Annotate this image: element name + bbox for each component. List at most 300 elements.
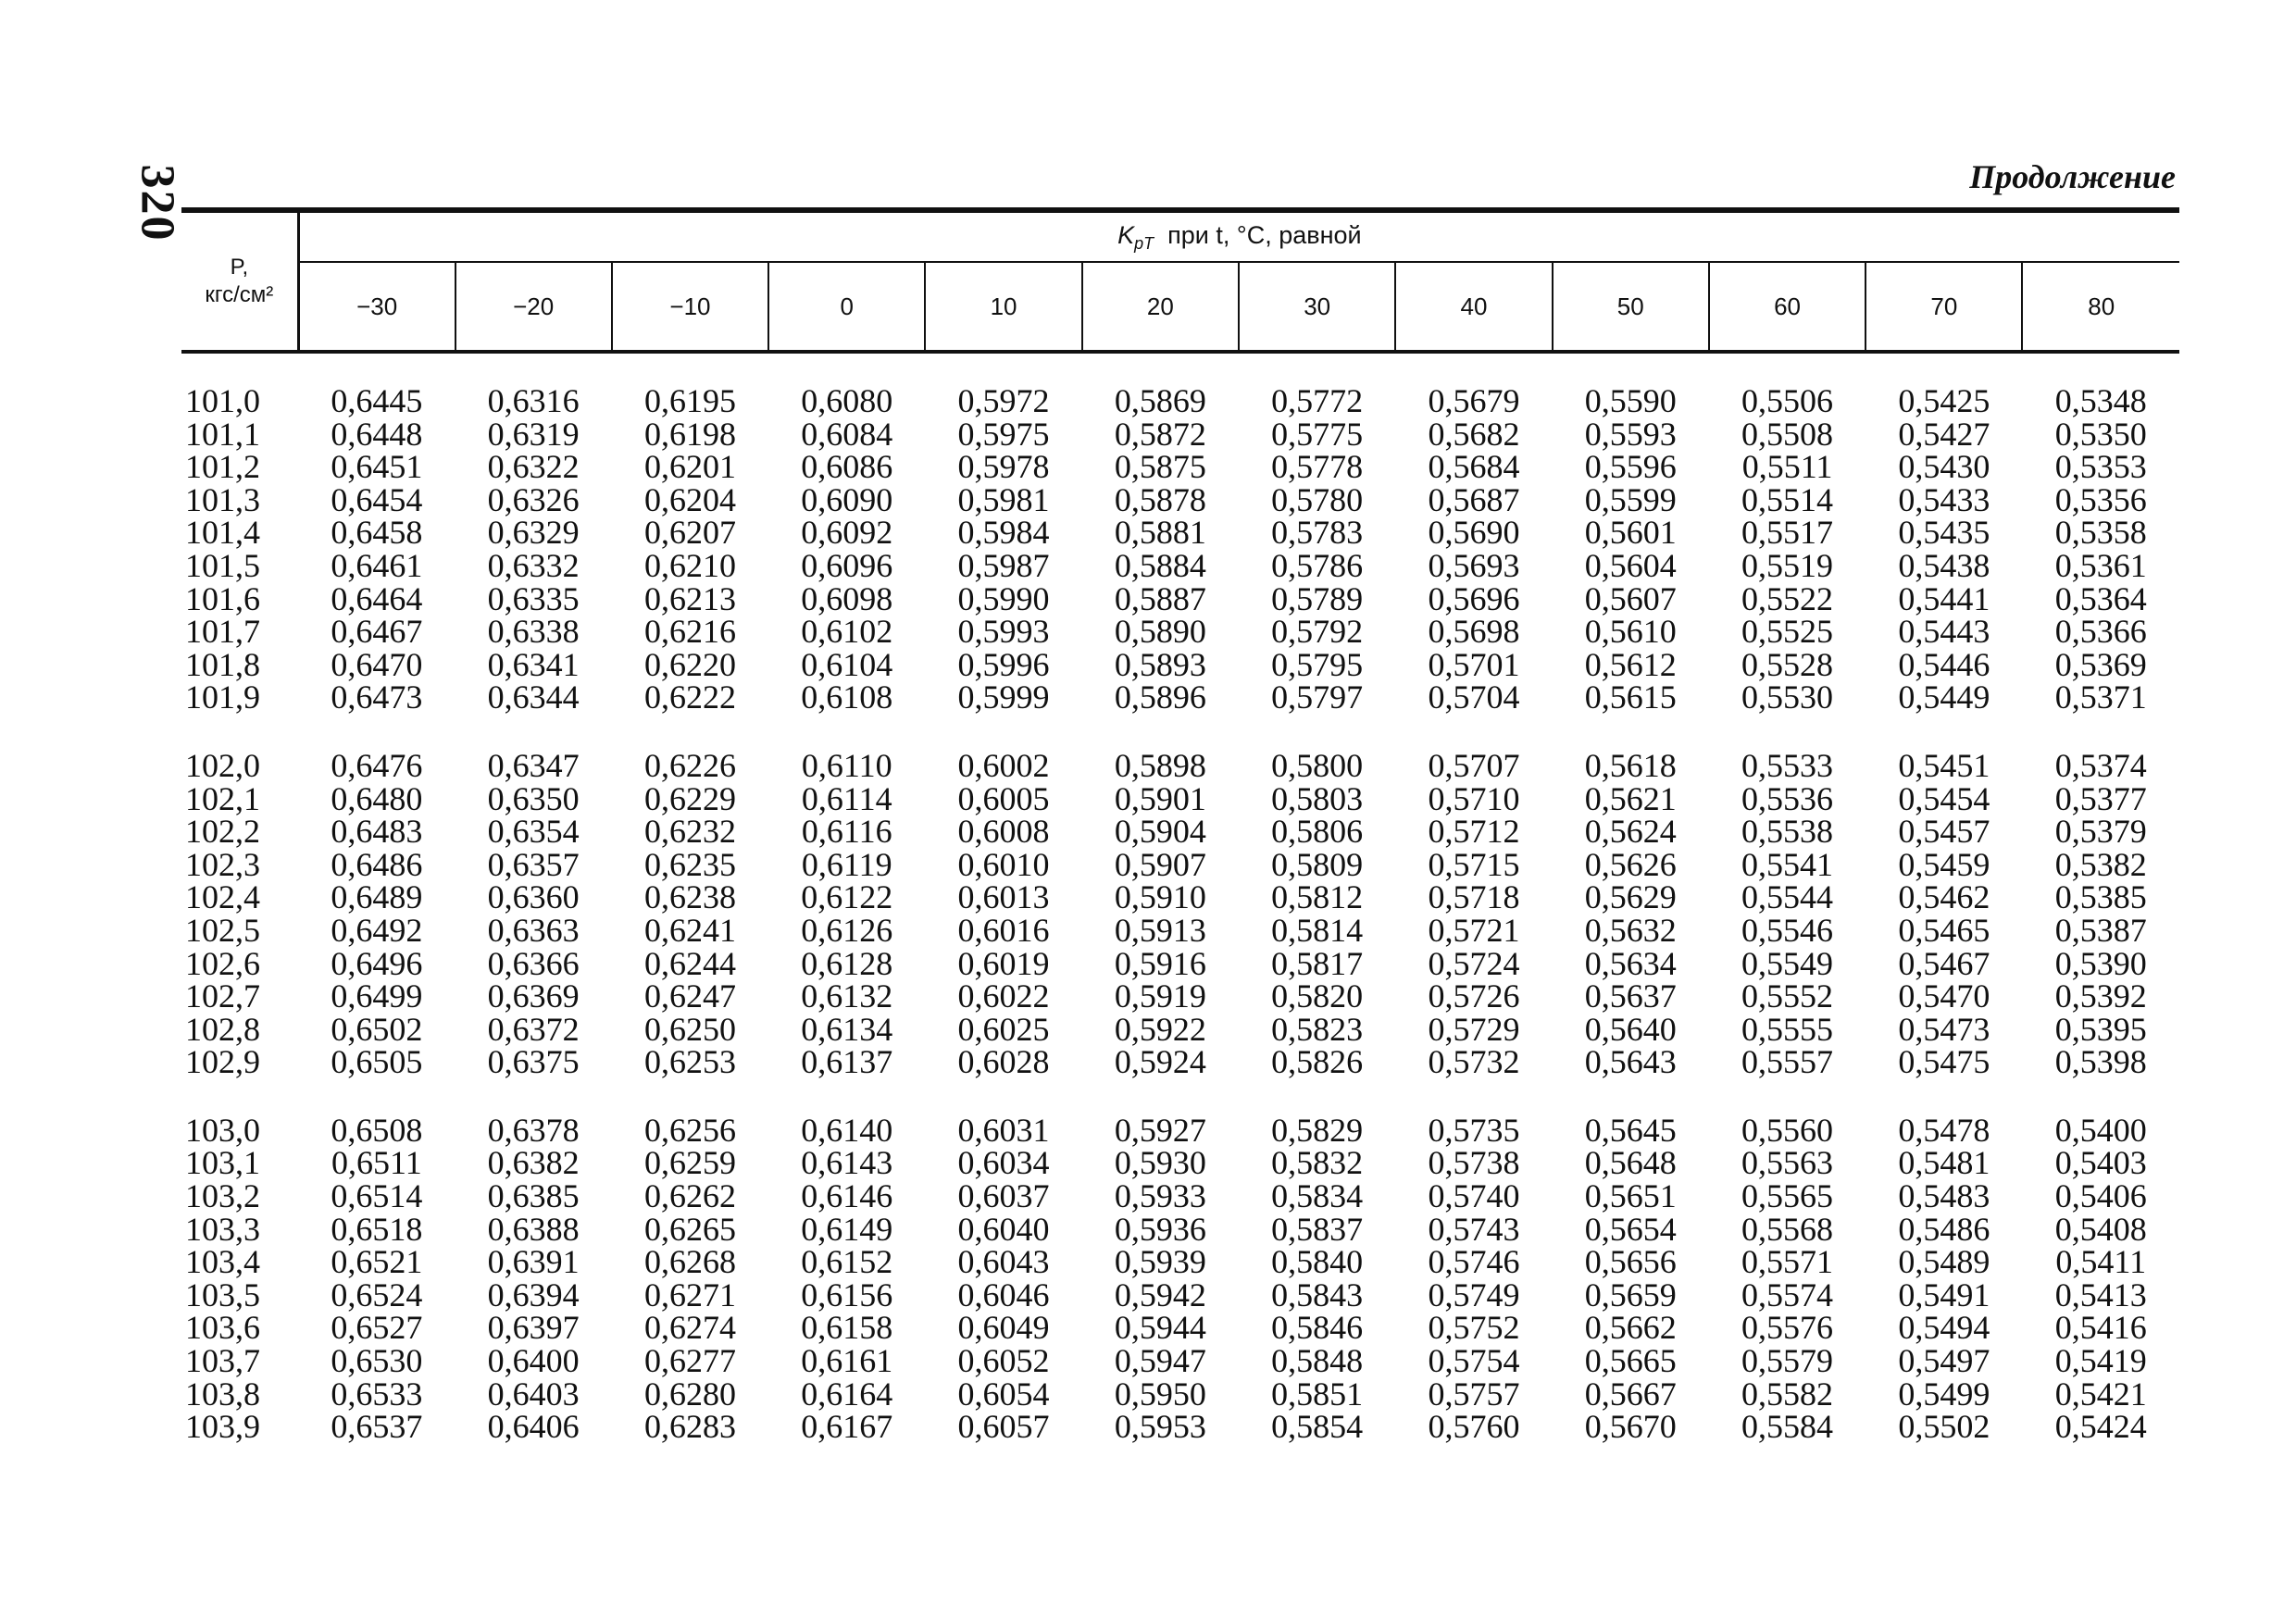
coefficient-cell: 0,5851 — [1271, 1375, 1364, 1413]
coefficient-cell: 0,6533 — [331, 1375, 423, 1413]
coefficient-cell: 0,6464 — [331, 579, 423, 617]
coefficient-cell: 0,5999 — [957, 678, 1050, 716]
coefficient-cell: 0,6461 — [331, 546, 423, 584]
coefficient-cell: 0,6134 — [801, 1010, 893, 1048]
coefficient-cell: 0,6108 — [801, 678, 893, 716]
temperature-header: −20 — [455, 262, 612, 352]
coefficient-cell: 0,5939 — [1114, 1243, 1206, 1281]
coefficient-cell: 0,6096 — [801, 546, 893, 584]
coefficient-cell: 0,6057 — [957, 1408, 1050, 1446]
coefficient-cell: 0,6397 — [487, 1309, 580, 1347]
coefficient-header — [298, 210, 2179, 262]
coefficient-cell: 0,6201 — [643, 448, 736, 486]
coefficient-cell: 0,6010 — [957, 845, 1050, 883]
pressure-cell: 103,6 — [185, 1309, 260, 1347]
coefficient-cell: 0,5443 — [1898, 613, 1990, 651]
coefficient-cell: 0,5806 — [1271, 813, 1364, 851]
pressure-cell: 101,7 — [185, 613, 260, 651]
coefficient-cell: 0,5541 — [1741, 845, 1834, 883]
coefficient-cell: 0,5684 — [1428, 448, 1520, 486]
coefficient-cell: 0,6326 — [487, 480, 580, 518]
group-spacer — [181, 352, 2179, 385]
data-table-container — [181, 207, 2179, 1444]
coefficient-cell: 0,5579 — [1741, 1342, 1834, 1380]
coefficient-cell: 0,5812 — [1271, 878, 1364, 916]
coefficient-cell: 0,6403 — [487, 1375, 580, 1413]
coefficient-cell: 0,6341 — [487, 645, 580, 683]
coefficient-cell: 0,6040 — [957, 1210, 1050, 1248]
coefficient-cell: 0,5947 — [1114, 1342, 1206, 1380]
coefficient-cell: 0,5499 — [1898, 1375, 1990, 1413]
table-row — [181, 1411, 2179, 1444]
coefficient-cell: 0,5834 — [1271, 1177, 1364, 1215]
coefficient-cell: 0,6518 — [331, 1210, 423, 1248]
coefficient-cell: 0,5618 — [1584, 746, 1677, 784]
table-row — [181, 451, 2179, 484]
coefficient-cell: 0,6132 — [801, 977, 893, 1015]
coefficient-cell: 0,5933 — [1114, 1177, 1206, 1215]
coefficient-cell: 0,5735 — [1428, 1111, 1520, 1149]
coefficient-cell: 0,6388 — [487, 1210, 580, 1248]
table-row — [181, 1378, 2179, 1412]
coefficient-cell: 0,6207 — [643, 514, 736, 552]
coefficient-cell: 0,6164 — [801, 1375, 893, 1413]
coefficient-cell: 0,5904 — [1114, 813, 1206, 851]
coefficient-cell: 0,6274 — [643, 1309, 736, 1347]
coefficient-cell: 0,5846 — [1271, 1309, 1364, 1347]
coefficient-cell: 0,6530 — [331, 1342, 423, 1380]
table-row — [181, 849, 2179, 882]
coefficient-cell: 0,6116 — [801, 813, 892, 851]
coefficient-cell: 0,5629 — [1584, 878, 1677, 916]
coefficient-cell: 0,6505 — [331, 1043, 423, 1081]
coefficient-cell: 0,5662 — [1584, 1309, 1677, 1347]
coefficient-cell: 0,5789 — [1271, 579, 1364, 617]
coefficient-cell: 0,5927 — [1114, 1111, 1206, 1149]
coefficient-cell: 0,6382 — [487, 1144, 580, 1182]
table-row — [181, 750, 2179, 783]
coefficient-cell: 0,5854 — [1271, 1408, 1364, 1446]
coefficient-cell: 0,5829 — [1271, 1111, 1364, 1149]
coefficient-cell: 0,5549 — [1741, 944, 1834, 982]
coefficient-cell: 0,6005 — [957, 779, 1050, 817]
pressure-cell: 102,2 — [185, 813, 260, 851]
coefficient-cell: 0,6499 — [331, 977, 423, 1015]
coefficient-cell: 0,5950 — [1114, 1375, 1206, 1413]
coefficient-cell: 0,5826 — [1271, 1043, 1364, 1081]
coefficient-cell: 0,5990 — [957, 579, 1050, 617]
coefficient-cell: 0,6140 — [801, 1111, 893, 1149]
coefficient-cell: 0,5869 — [1114, 382, 1206, 419]
pressure-cell: 101,2 — [185, 448, 260, 486]
group-spacer — [181, 1079, 2179, 1114]
table-row — [181, 385, 2179, 418]
coefficient-cell: 0,5536 — [1741, 779, 1834, 817]
coefficient-cell: 0,5441 — [1898, 579, 1990, 617]
temperature-header: −30 — [298, 262, 455, 352]
coefficient-cell: 0,6347 — [487, 746, 580, 784]
coefficient-cell: 0,5390 — [2054, 944, 2147, 982]
coefficient-cell: 0,5557 — [1741, 1043, 1834, 1081]
coefficient-cell: 0,5916 — [1114, 944, 1206, 982]
coefficient-cell: 0,6280 — [643, 1375, 736, 1413]
table-row — [181, 1214, 2179, 1247]
coefficient-cell: 0,6244 — [643, 944, 736, 982]
pressure-cell: 103,2 — [185, 1177, 260, 1215]
coefficient-cell: 0,5667 — [1584, 1375, 1677, 1413]
coefficient-cell: 0,5454 — [1898, 779, 1990, 817]
header-row-top — [181, 210, 2179, 262]
coefficient-cell: 0,5987 — [957, 546, 1050, 584]
coefficient-cell: 0,5913 — [1114, 911, 1206, 949]
temperature-header: 10 — [925, 262, 1081, 352]
coefficient-cell: 0,5590 — [1584, 382, 1677, 419]
pressure-cell: 101,1 — [185, 415, 260, 453]
coefficient-cell: 0,5546 — [1741, 911, 1834, 949]
coefficient-cell: 0,5840 — [1271, 1243, 1364, 1281]
coefficient-cell: 0,5565 — [1741, 1177, 1834, 1215]
coefficient-cell: 0,5596 — [1584, 448, 1677, 486]
coefficient-cell: 0,5366 — [2054, 613, 2147, 651]
coefficient-cell: 0,6022 — [957, 977, 1050, 1015]
coefficient-cell: 0,5361 — [2054, 546, 2147, 584]
coefficient-cell: 0,6335 — [487, 579, 580, 617]
coefficient-cell: 0,5435 — [1898, 514, 1990, 552]
coefficient-cell: 0,6511 — [331, 1144, 422, 1182]
coefficient-cell: 0,6259 — [643, 1144, 736, 1182]
coefficient-cell: 0,6329 — [487, 514, 580, 552]
coefficient-subscript: pT — [1134, 233, 1154, 253]
coefficient-cell: 0,5538 — [1741, 813, 1834, 851]
coefficient-cell: 0,6102 — [801, 613, 893, 651]
coefficient-cell: 0,5710 — [1428, 779, 1520, 817]
coefficient-cell: 0,5942 — [1114, 1276, 1206, 1313]
coefficient-cell: 0,6366 — [487, 944, 580, 982]
coefficient-cell: 0,5679 — [1428, 382, 1520, 419]
coefficient-cell: 0,6013 — [957, 878, 1050, 916]
coefficient-cell: 0,5843 — [1271, 1276, 1364, 1313]
coefficient-cell: 0,5823 — [1271, 1010, 1364, 1048]
coefficient-cell: 0,5783 — [1271, 514, 1364, 552]
table-row — [181, 948, 2179, 981]
temperature-header: 30 — [1239, 262, 1395, 352]
coefficient-cell: 0,5875 — [1114, 448, 1206, 486]
coefficient-cell: 0,5560 — [1741, 1111, 1834, 1149]
coefficient-cell: 0,5640 — [1584, 1010, 1677, 1048]
coefficient-cell: 0,6114 — [801, 779, 892, 817]
coefficient-cell: 0,5884 — [1114, 546, 1206, 584]
coefficient-cell: 0,5358 — [2054, 514, 2147, 552]
coefficient-cell: 0,5508 — [1741, 415, 1834, 453]
coefficient-cell: 0,6167 — [801, 1408, 893, 1446]
coefficient-cell: 0,5637 — [1584, 977, 1677, 1015]
coefficient-cell: 0,5740 — [1428, 1177, 1520, 1215]
temperature-header: 40 — [1395, 262, 1552, 352]
coefficient-cell: 0,6268 — [643, 1243, 736, 1281]
coefficient-cell: 0,6146 — [801, 1177, 893, 1215]
coefficient-cell: 0,5648 — [1584, 1144, 1677, 1182]
coefficient-cell: 0,6122 — [801, 878, 893, 916]
coefficient-cell: 0,5528 — [1741, 645, 1834, 683]
table-row — [181, 1180, 2179, 1214]
coefficient-cell: 0,5514 — [1741, 480, 1834, 518]
table-row — [181, 418, 2179, 452]
coefficient-cell: 0,6350 — [487, 779, 580, 817]
pressure-cell: 103,0 — [185, 1111, 260, 1149]
coefficient-cell: 0,6492 — [331, 911, 423, 949]
coefficient-cell: 0,6137 — [801, 1043, 893, 1081]
coefficient-cell: 0,5424 — [2054, 1408, 2147, 1446]
coefficient-cell: 0,5533 — [1741, 746, 1834, 784]
coefficient-cell: 0,6378 — [487, 1111, 580, 1149]
temperature-header: 70 — [1866, 262, 2022, 352]
coefficient-cell: 0,6253 — [643, 1043, 736, 1081]
table-row — [181, 1046, 2179, 1079]
coefficient-cell: 0,6319 — [487, 415, 580, 453]
coefficient-cell: 0,5665 — [1584, 1342, 1677, 1380]
coefficient-cell: 0,6143 — [801, 1144, 893, 1182]
coefficient-cell: 0,5451 — [1898, 746, 1990, 784]
coefficient-cell: 0,6128 — [801, 944, 893, 982]
coefficient-cell: 0,5446 — [1898, 645, 1990, 683]
coefficient-cell: 0,5419 — [2054, 1342, 2147, 1380]
temperature-header: −10 — [612, 262, 768, 352]
coefficient-cell: 0,6283 — [643, 1408, 736, 1446]
coefficient-cell: 0,5369 — [2054, 645, 2147, 683]
coefficient-cell: 0,6338 — [487, 613, 580, 651]
coefficient-cell: 0,5670 — [1584, 1408, 1677, 1446]
coefficient-cell: 0,5996 — [957, 645, 1050, 683]
pressure-cell: 102,6 — [185, 944, 260, 982]
coefficient-cell: 0,6002 — [957, 746, 1050, 784]
temperature-header: 50 — [1553, 262, 1709, 352]
coefficient-cell: 0,6092 — [801, 514, 893, 552]
coefficient-cell: 0,6232 — [643, 813, 736, 851]
coefficient-cell: 0,6451 — [331, 448, 423, 486]
coefficient-cell: 0,5494 — [1898, 1309, 1990, 1347]
coefficient-cell: 0,5643 — [1584, 1043, 1677, 1081]
coefficient-cell: 0,5701 — [1428, 645, 1520, 683]
coefficient-cell: 0,6247 — [643, 977, 736, 1015]
coefficient-cell: 0,5656 — [1584, 1243, 1677, 1281]
coefficient-cell: 0,5659 — [1584, 1276, 1677, 1313]
coefficient-cell: 0,5809 — [1271, 845, 1364, 883]
table-row — [181, 517, 2179, 550]
coefficient-cell: 0,6198 — [643, 415, 736, 453]
coefficient-cell: 0,5732 — [1428, 1043, 1520, 1081]
coefficient-cell: 0,5715 — [1428, 845, 1520, 883]
coefficient-cell: 0,5568 — [1741, 1210, 1834, 1248]
coefficient-cell: 0,5729 — [1428, 1010, 1520, 1048]
pressure-cell: 101,4 — [185, 514, 260, 552]
coefficient-cell: 0,5473 — [1898, 1010, 1990, 1048]
coefficient-cell: 0,5704 — [1428, 678, 1520, 716]
coefficient-cell: 0,5392 — [2054, 977, 2147, 1015]
coefficient-cell: 0,5924 — [1114, 1043, 1206, 1081]
pressure-column-header — [181, 210, 298, 352]
coefficient-cell: 0,6496 — [331, 944, 423, 982]
coefficient-cell: 0,5690 — [1428, 514, 1520, 552]
coefficient-cell: 0,5457 — [1898, 813, 1990, 851]
pressure-cell: 102,7 — [185, 977, 260, 1015]
coefficient-cell: 0,5797 — [1271, 678, 1364, 716]
coefficient-cell: 0,5632 — [1584, 911, 1677, 949]
coefficient-cell: 0,5574 — [1741, 1276, 1834, 1313]
coefficient-cell: 0,5408 — [2054, 1210, 2147, 1248]
coefficient-cell: 0,5878 — [1114, 480, 1206, 518]
coefficient-cell: 0,6360 — [487, 878, 580, 916]
coefficient-cell: 0,6025 — [957, 1010, 1050, 1048]
coefficient-cell: 0,6037 — [957, 1177, 1050, 1215]
group-spacer — [181, 715, 2179, 750]
coefficient-cell: 0,5615 — [1584, 678, 1677, 716]
table-row — [181, 616, 2179, 649]
coefficient-cell: 0,6394 — [487, 1276, 580, 1313]
pressure-cell: 101,6 — [185, 579, 260, 617]
coefficient-cell: 0,5377 — [2054, 779, 2147, 817]
coefficient-cell: 0,6271 — [643, 1276, 736, 1313]
coefficient-cell: 0,5645 — [1584, 1111, 1677, 1149]
coefficient-cell: 0,5506 — [1741, 382, 1834, 419]
coefficient-cell: 0,5698 — [1428, 613, 1520, 651]
coefficient-cell: 0,6152 — [801, 1243, 893, 1281]
coefficient-cell: 0,5400 — [2054, 1111, 2147, 1149]
coefficient-cell: 0,5470 — [1898, 977, 1990, 1015]
coefficient-cell: 0,5475 — [1898, 1043, 1990, 1081]
coefficient-cell: 0,5522 — [1741, 579, 1834, 617]
coefficient-cell: 0,6322 — [487, 448, 580, 486]
coefficient-cell: 0,5893 — [1114, 645, 1206, 683]
coefficient-cell: 0,6043 — [957, 1243, 1050, 1281]
coefficient-cell: 0,5693 — [1428, 546, 1520, 584]
coefficient-cell: 0,5462 — [1898, 878, 1990, 916]
coefficient-cell: 0,6256 — [643, 1111, 736, 1149]
coefficient-cell: 0,6467 — [331, 613, 423, 651]
coefficient-cell: 0,5491 — [1898, 1276, 1990, 1313]
coefficient-cell: 0,5379 — [2054, 813, 2147, 851]
coefficient-cell: 0,5654 — [1584, 1210, 1677, 1248]
temperature-header: 0 — [768, 262, 925, 352]
coefficient-cell: 0,5511 — [1741, 448, 1833, 486]
coefficient-cell: 0,5612 — [1584, 645, 1677, 683]
table-row — [181, 783, 2179, 816]
coefficient-cell: 0,6514 — [331, 1177, 423, 1215]
coefficient-cell: 0,6119 — [801, 845, 892, 883]
coefficient-cell: 0,5953 — [1114, 1408, 1206, 1446]
table-row — [181, 550, 2179, 583]
coefficient-cell: 0,6210 — [643, 546, 736, 584]
pressure-cell: 103,3 — [185, 1210, 260, 1248]
coefficient-cell: 0,6046 — [957, 1276, 1050, 1313]
coefficient-cell: 0,6052 — [957, 1342, 1050, 1380]
coefficient-cell: 0,5421 — [2054, 1375, 2147, 1413]
coefficient-cell: 0,5459 — [1898, 845, 1990, 883]
table-row — [181, 1279, 2179, 1313]
coefficient-cell: 0,6502 — [331, 1010, 423, 1048]
pressure-cell: 103,5 — [185, 1276, 260, 1313]
coefficient-cell: 0,6476 — [331, 746, 423, 784]
coefficient-cell: 0,5981 — [957, 480, 1050, 518]
coefficient-cell: 0,5817 — [1271, 944, 1364, 982]
coefficient-cell: 0,6222 — [643, 678, 736, 716]
coefficient-cell: 0,5571 — [1741, 1243, 1834, 1281]
pressure-coefficient-table — [181, 207, 2179, 1444]
coefficient-cell: 0,6250 — [643, 1010, 736, 1048]
pressure-cell: 101,9 — [185, 678, 260, 716]
coefficient-cell: 0,5993 — [957, 613, 1050, 651]
coefficient-cell: 0,6480 — [331, 779, 423, 817]
coefficient-cell: 0,5621 — [1584, 779, 1677, 817]
coefficient-cell: 0,6241 — [643, 911, 736, 949]
coefficient-cell: 0,5427 — [1898, 415, 1990, 453]
pressure-cell: 102,5 — [185, 911, 260, 949]
coefficient-cell: 0,5584 — [1741, 1408, 1834, 1446]
coefficient-cell: 0,5738 — [1428, 1144, 1520, 1182]
table-row — [181, 1014, 2179, 1047]
coefficient-cell: 0,6277 — [643, 1342, 736, 1380]
coefficient-cell: 0,5604 — [1584, 546, 1677, 584]
coefficient-cell: 0,6375 — [487, 1043, 580, 1081]
coefficient-cell: 0,6400 — [487, 1342, 580, 1380]
coefficient-cell: 0,5814 — [1271, 911, 1364, 949]
coefficient-cell: 0,6508 — [331, 1111, 423, 1149]
coefficient-cell: 0,5682 — [1428, 415, 1520, 453]
coefficient-cell: 0,5910 — [1114, 878, 1206, 916]
coefficient-symbol: K — [1117, 220, 1135, 249]
coefficient-cell: 0,5687 — [1428, 480, 1520, 518]
coefficient-cell: 0,5348 — [2054, 382, 2147, 419]
coefficient-cell: 0,6031 — [957, 1111, 1050, 1149]
coefficient-cell: 0,6226 — [643, 746, 736, 784]
table-row — [181, 1114, 2179, 1148]
coefficient-cell: 0,5406 — [2054, 1177, 2147, 1215]
table-row — [181, 1345, 2179, 1378]
coefficient-cell: 0,5775 — [1271, 415, 1364, 453]
coefficient-cell: 0,5552 — [1741, 977, 1834, 1015]
coefficient-cell: 0,5896 — [1114, 678, 1206, 716]
table-row — [181, 915, 2179, 948]
coefficient-cell: 0,5907 — [1114, 845, 1206, 883]
coefficient-cell: 0,6016 — [957, 911, 1050, 949]
coefficient-cell: 0,5757 — [1428, 1375, 1520, 1413]
coefficient-cell: 0,6229 — [643, 779, 736, 817]
coefficient-cell: 0,6489 — [331, 878, 423, 916]
coefficient-cell: 0,6372 — [487, 1010, 580, 1048]
coefficient-cell: 0,5901 — [1114, 779, 1206, 817]
coefficient-cell: 0,6524 — [331, 1276, 423, 1313]
coefficient-cell: 0,5754 — [1428, 1342, 1520, 1380]
coefficient-cell: 0,5786 — [1271, 546, 1364, 584]
pressure-cell: 101,3 — [185, 480, 260, 518]
coefficient-cell: 0,5919 — [1114, 977, 1206, 1015]
pressure-cell: 103,1 — [185, 1144, 260, 1182]
coefficient-cell: 0,5555 — [1741, 1010, 1834, 1048]
coefficient-cell: 0,5467 — [1898, 944, 1990, 982]
coefficient-cell: 0,5752 — [1428, 1309, 1520, 1347]
coefficient-cell: 0,5984 — [957, 514, 1050, 552]
coefficient-cell: 0,6104 — [801, 645, 893, 683]
coefficient-cell: 0,5385 — [2054, 878, 2147, 916]
coefficient-cell: 0,5624 — [1584, 813, 1677, 851]
coefficient-cell: 0,5433 — [1898, 480, 1990, 518]
table-row — [181, 484, 2179, 517]
coefficient-cell: 0,5353 — [2054, 448, 2147, 486]
coefficient-cell: 0,5364 — [2054, 579, 2147, 617]
coefficient-cell: 0,5483 — [1898, 1177, 1990, 1215]
coefficient-cell: 0,5519 — [1741, 546, 1834, 584]
continuation-label: Продолжение — [1969, 158, 2176, 195]
coefficient-cell: 0,5374 — [2054, 746, 2147, 784]
